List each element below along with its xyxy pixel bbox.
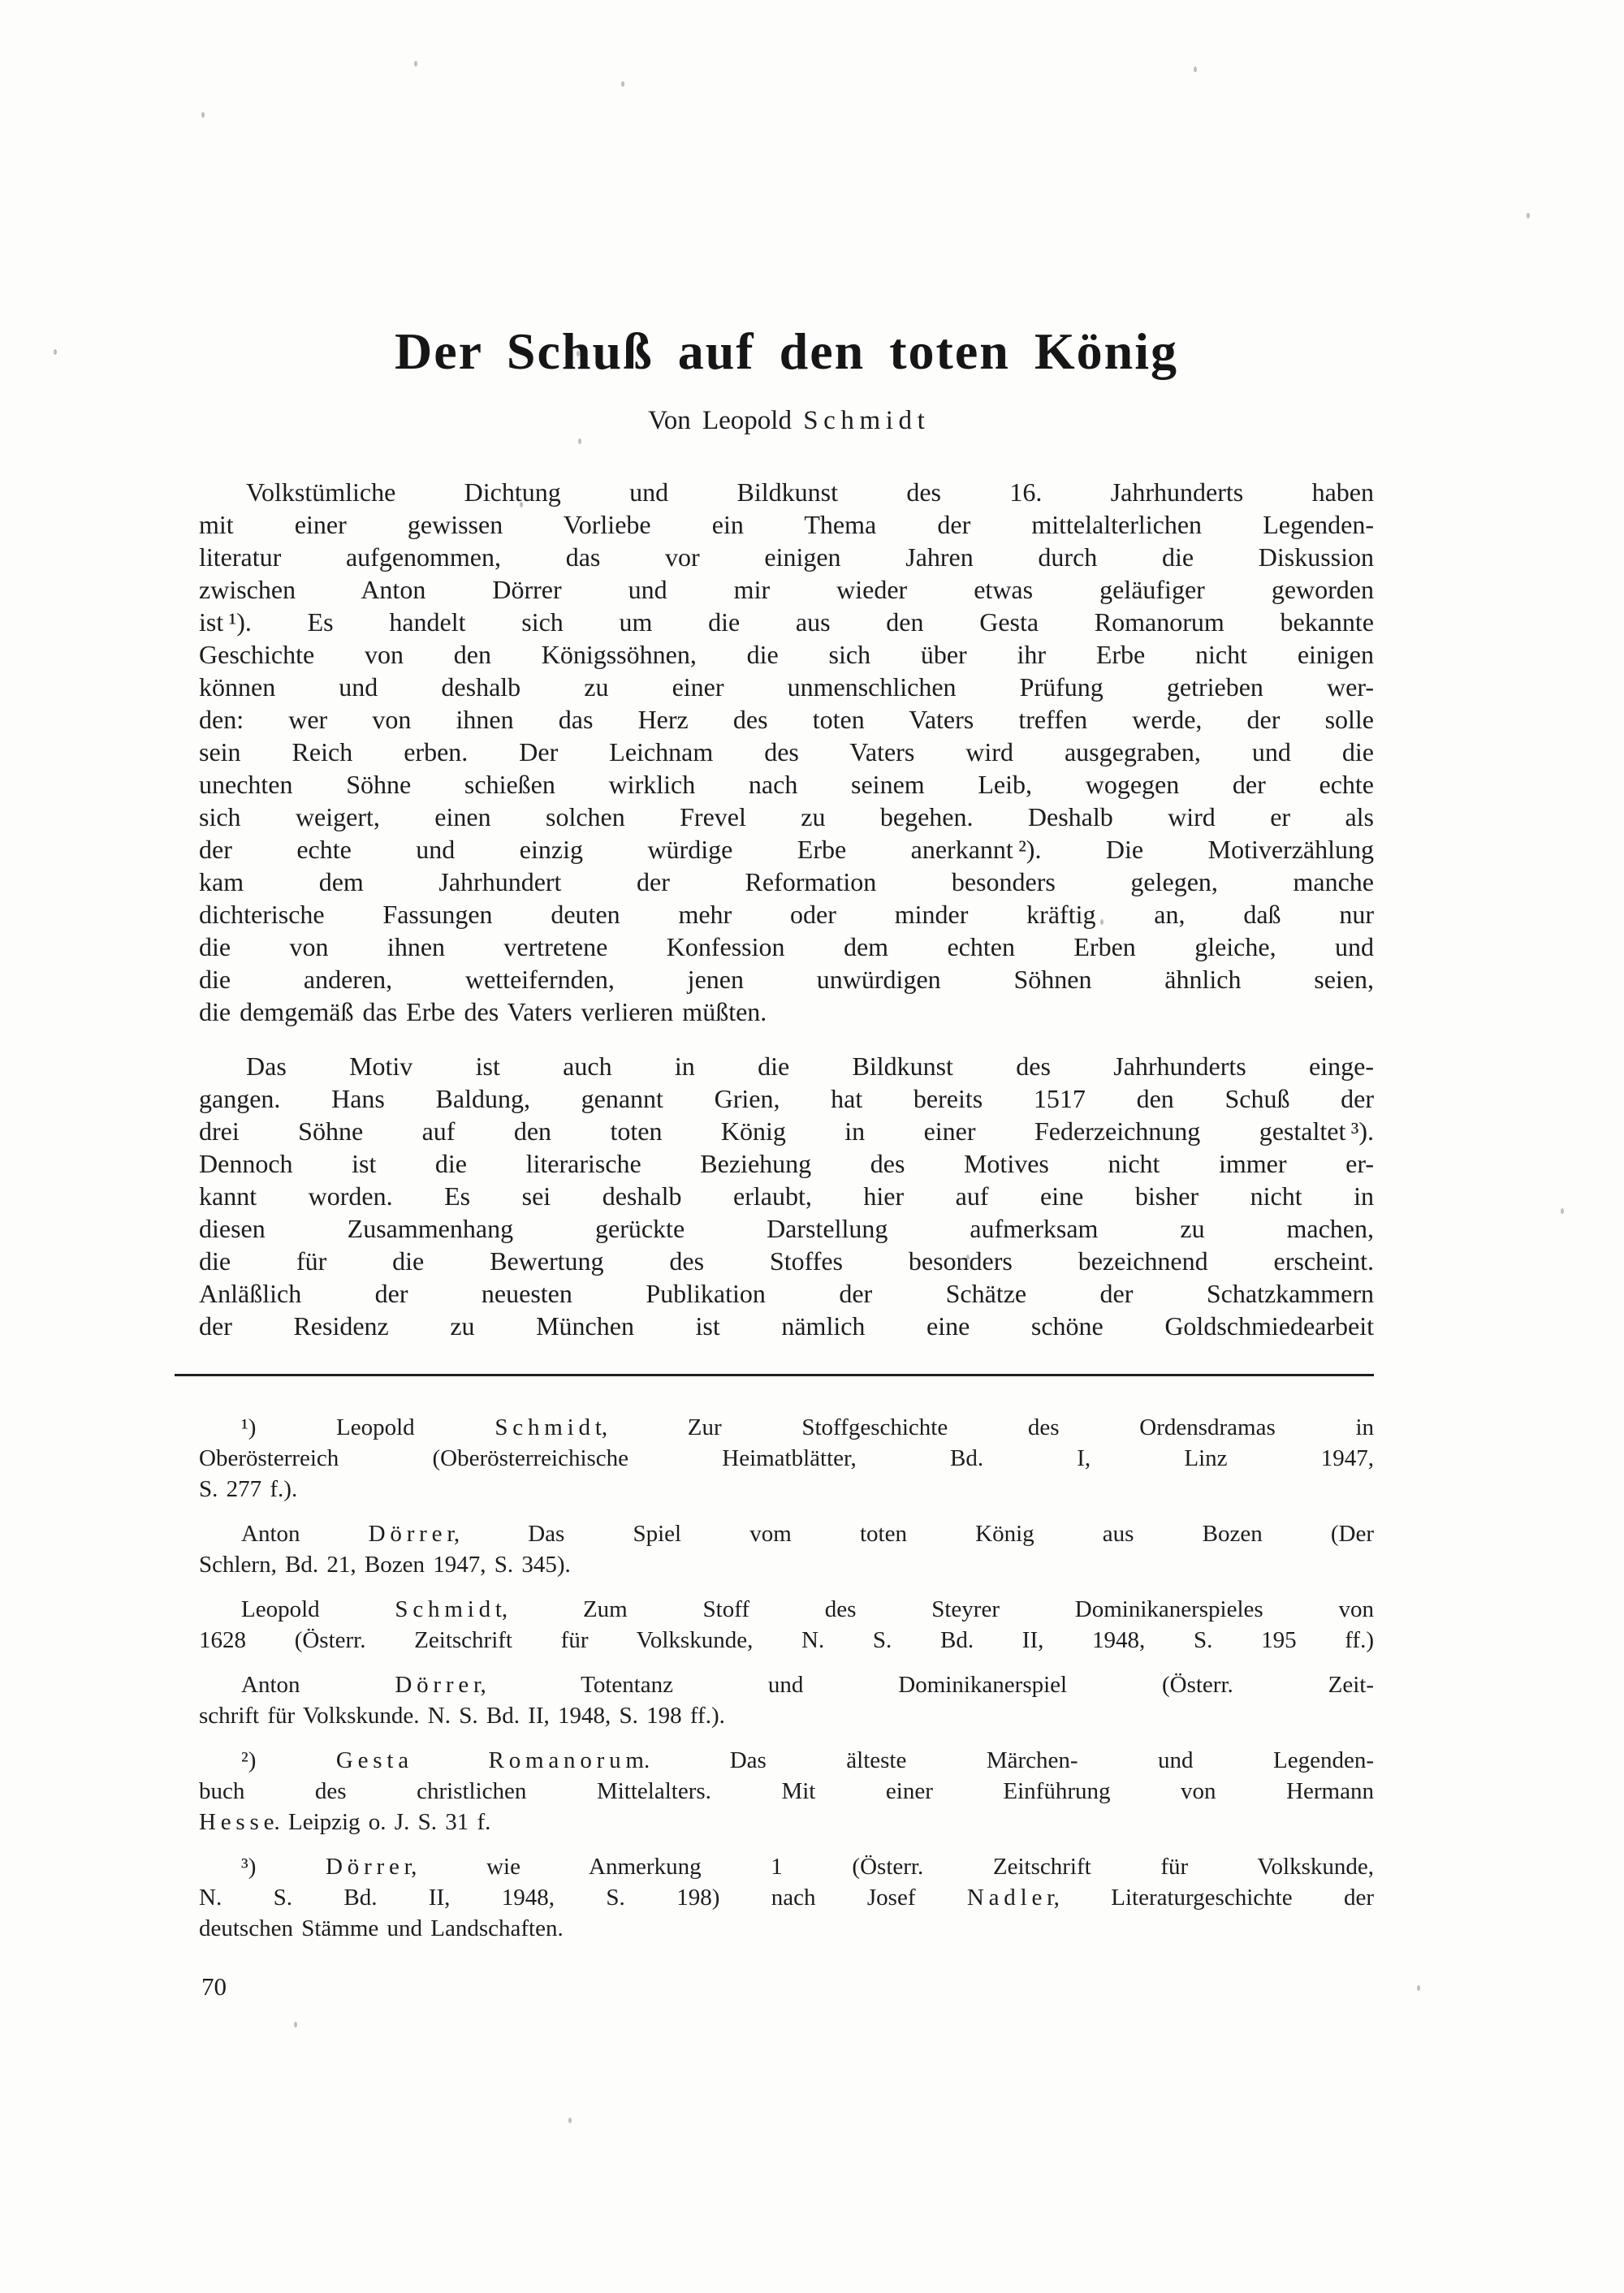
- scan-speck: [1194, 67, 1197, 72]
- footnote-line: N. S. Bd. II, 1948, S. 198) nach Josef N a d l e r, Literaturgeschichte der: [199, 1885, 1374, 1911]
- text-line: sein Reich erben. Der Leichnam des Vaters wird ausgegraben, und die: [199, 737, 1374, 766]
- footnote-line: Oberösterreich (Oberösterreichische Heimatblätter, Bd. I, Linz 1947,: [199, 1445, 1374, 1471]
- text-line: drei Söhne auf den toten König in einer Federzeichnung gestaltet ³).: [199, 1116, 1374, 1146]
- text-line: den: wer von ihnen das Herz des toten Vaters treffen werde, der solle: [199, 705, 1374, 734]
- page-number: 70: [201, 1972, 227, 2001]
- body-paragraph-1: [199, 476, 1374, 1028]
- footnote-line: S. 277 f.).: [199, 1476, 298, 1502]
- text-line: die anderen, wetteifernden, jenen unwürdigen Söhnen ähnlich seien,: [199, 965, 1374, 994]
- scan-speck: [568, 2118, 572, 2123]
- text-line: dichterische Fassungen deuten mehr oder minder kräftig an, daß nur: [199, 900, 1374, 929]
- scan-speck: [1527, 213, 1530, 218]
- footnote-line: ¹) Leopold S c h m i d t, Zur Stoffgeschichte des Ordensdramas in: [241, 1414, 1374, 1440]
- text-line: literatur aufgenommen, das vor einigen Jahren durch die Diskussion: [199, 542, 1374, 572]
- scan-speck: [1561, 1208, 1564, 1214]
- article-title: Der Schuß auf den toten König: [395, 322, 1178, 380]
- text-line: Anläßlich der neuesten Publikation der Schätze der Schatzkammern: [199, 1279, 1374, 1308]
- footnote-1-continuation-schmidt: [199, 1594, 1374, 1656]
- text-line: sich weigert, einen solchen Frevel zu begehen. Deshalb wird er als: [199, 802, 1374, 831]
- text-line: der echte und einzig würdige Erbe anerkannt ²). Die Motiverzählung: [199, 835, 1374, 864]
- scan-speck: [54, 349, 57, 355]
- footnotes-section: [199, 1412, 1374, 1944]
- text-line: ist ¹). Es handelt sich um die aus den Gesta Romanorum bekannte: [199, 607, 1374, 637]
- text-line: unechten Söhne schießen wirklich nach seinem Leib, wogegen der echte: [199, 770, 1374, 799]
- footnote-line: deutschen Stämme und Landschaften.: [199, 1915, 564, 1941]
- text-line: Geschichte von den Königssöhnen, die sich über ihr Erbe nicht einigen: [199, 640, 1374, 669]
- scan-speck: [1417, 1985, 1420, 1991]
- text-line: gangen. Hans Baldung, genannt Grien, hat bereits 1517 den Schuß der: [199, 1084, 1374, 1113]
- text-line: mit einer gewissen Vorliebe ein Thema der mittelalterlichen Legenden-: [199, 510, 1374, 539]
- body-paragraph-2: [199, 1050, 1374, 1342]
- footnote-line: H e s s e. Leipzig o. J. S. 31 f.: [199, 1809, 491, 1835]
- footnote-1-continuation-doerrer: [199, 1518, 1374, 1580]
- scan-speck: [294, 2022, 297, 2027]
- text-line: Das Motiv ist auch in die Bildkunst des Jahrhunderts einge-: [246, 1051, 1374, 1081]
- footnote-3: [199, 1851, 1374, 1944]
- text-line: diesen Zusammenhang gerückte Darstellung aufmerksam zu machen,: [199, 1214, 1374, 1243]
- text-line: die demgemäß das Erbe des Vaters verlieren müßten.: [199, 997, 767, 1026]
- article-byline: Von Leopold S c h m i d t: [648, 406, 925, 435]
- scan-speck: [621, 81, 624, 87]
- text-line: Volkstümliche Dichtung und Bildkunst des 16. Jahrhunderts haben: [246, 477, 1374, 507]
- text-line: kam dem Jahrhundert der Reformation besonders gelegen, manche: [199, 867, 1374, 896]
- scan-speck: [201, 112, 205, 118]
- footnote-1-continuation-totentanz: [199, 1669, 1374, 1731]
- footnote-line: buch des christlichen Mittelalters. Mit einer Einführung von Hermann: [199, 1778, 1374, 1804]
- footnote-line: Schlern, Bd. 21, Bozen 1947, S. 345).: [199, 1552, 571, 1578]
- footnote-line: 1628 (Österr. Zeitschrift für Volkskunde, N. S. Bd. II, 1948, S. 195 ff.): [199, 1627, 1374, 1653]
- text-line: der Residenz zu München ist nämlich eine schöne Goldschmiedearbeit: [199, 1311, 1374, 1341]
- footnote-2: [199, 1745, 1374, 1837]
- text-line: die von ihnen vertretene Konfession dem echten Erben gleiche, und: [199, 932, 1374, 961]
- text-line: können und deshalb zu einer unmenschlichen Prüfung getrieben wer-: [199, 672, 1374, 702]
- footnote-separator-rule: [175, 1374, 1374, 1376]
- footnote-line: Leopold S c h m i d t, Zum Stoff des Steyrer Dominikanerspieles von: [241, 1596, 1374, 1622]
- text-column: [199, 322, 1374, 1944]
- text-line: die für die Bewertung des Stoffes besonders bezeichnend erscheint.: [199, 1246, 1374, 1276]
- footnote-line: ³) D ö r r e r, wie Anmerkung 1 (Österr. Zeitschrift für Volkskunde,: [241, 1854, 1374, 1880]
- footnote-1: [199, 1412, 1374, 1505]
- footnote-line: schrift für Volkskunde. N. S. Bd. II, 1948, S. 198 ff.).: [199, 1703, 725, 1729]
- footnote-line: Anton D ö r r e r, Das Spiel vom toten König aus Bozen (Der: [241, 1521, 1374, 1547]
- scan-speck: [414, 61, 417, 67]
- text-line: kannt worden. Es sei deshalb erlaubt, hier auf eine bisher nicht in: [199, 1181, 1374, 1211]
- footnote-line: ²) G e s t a R o m a n o r u m. Das älteste Märchen- und Legenden-: [241, 1747, 1374, 1773]
- text-line: Dennoch ist die literarische Beziehung des Motives nicht immer er-: [199, 1149, 1374, 1178]
- footnote-line: Anton D ö r r e r, Totentanz und Dominikanerspiel (Österr. Zeit-: [241, 1672, 1374, 1698]
- text-line: zwischen Anton Dörrer und mir wieder etwas geläufiger geworden: [199, 575, 1374, 604]
